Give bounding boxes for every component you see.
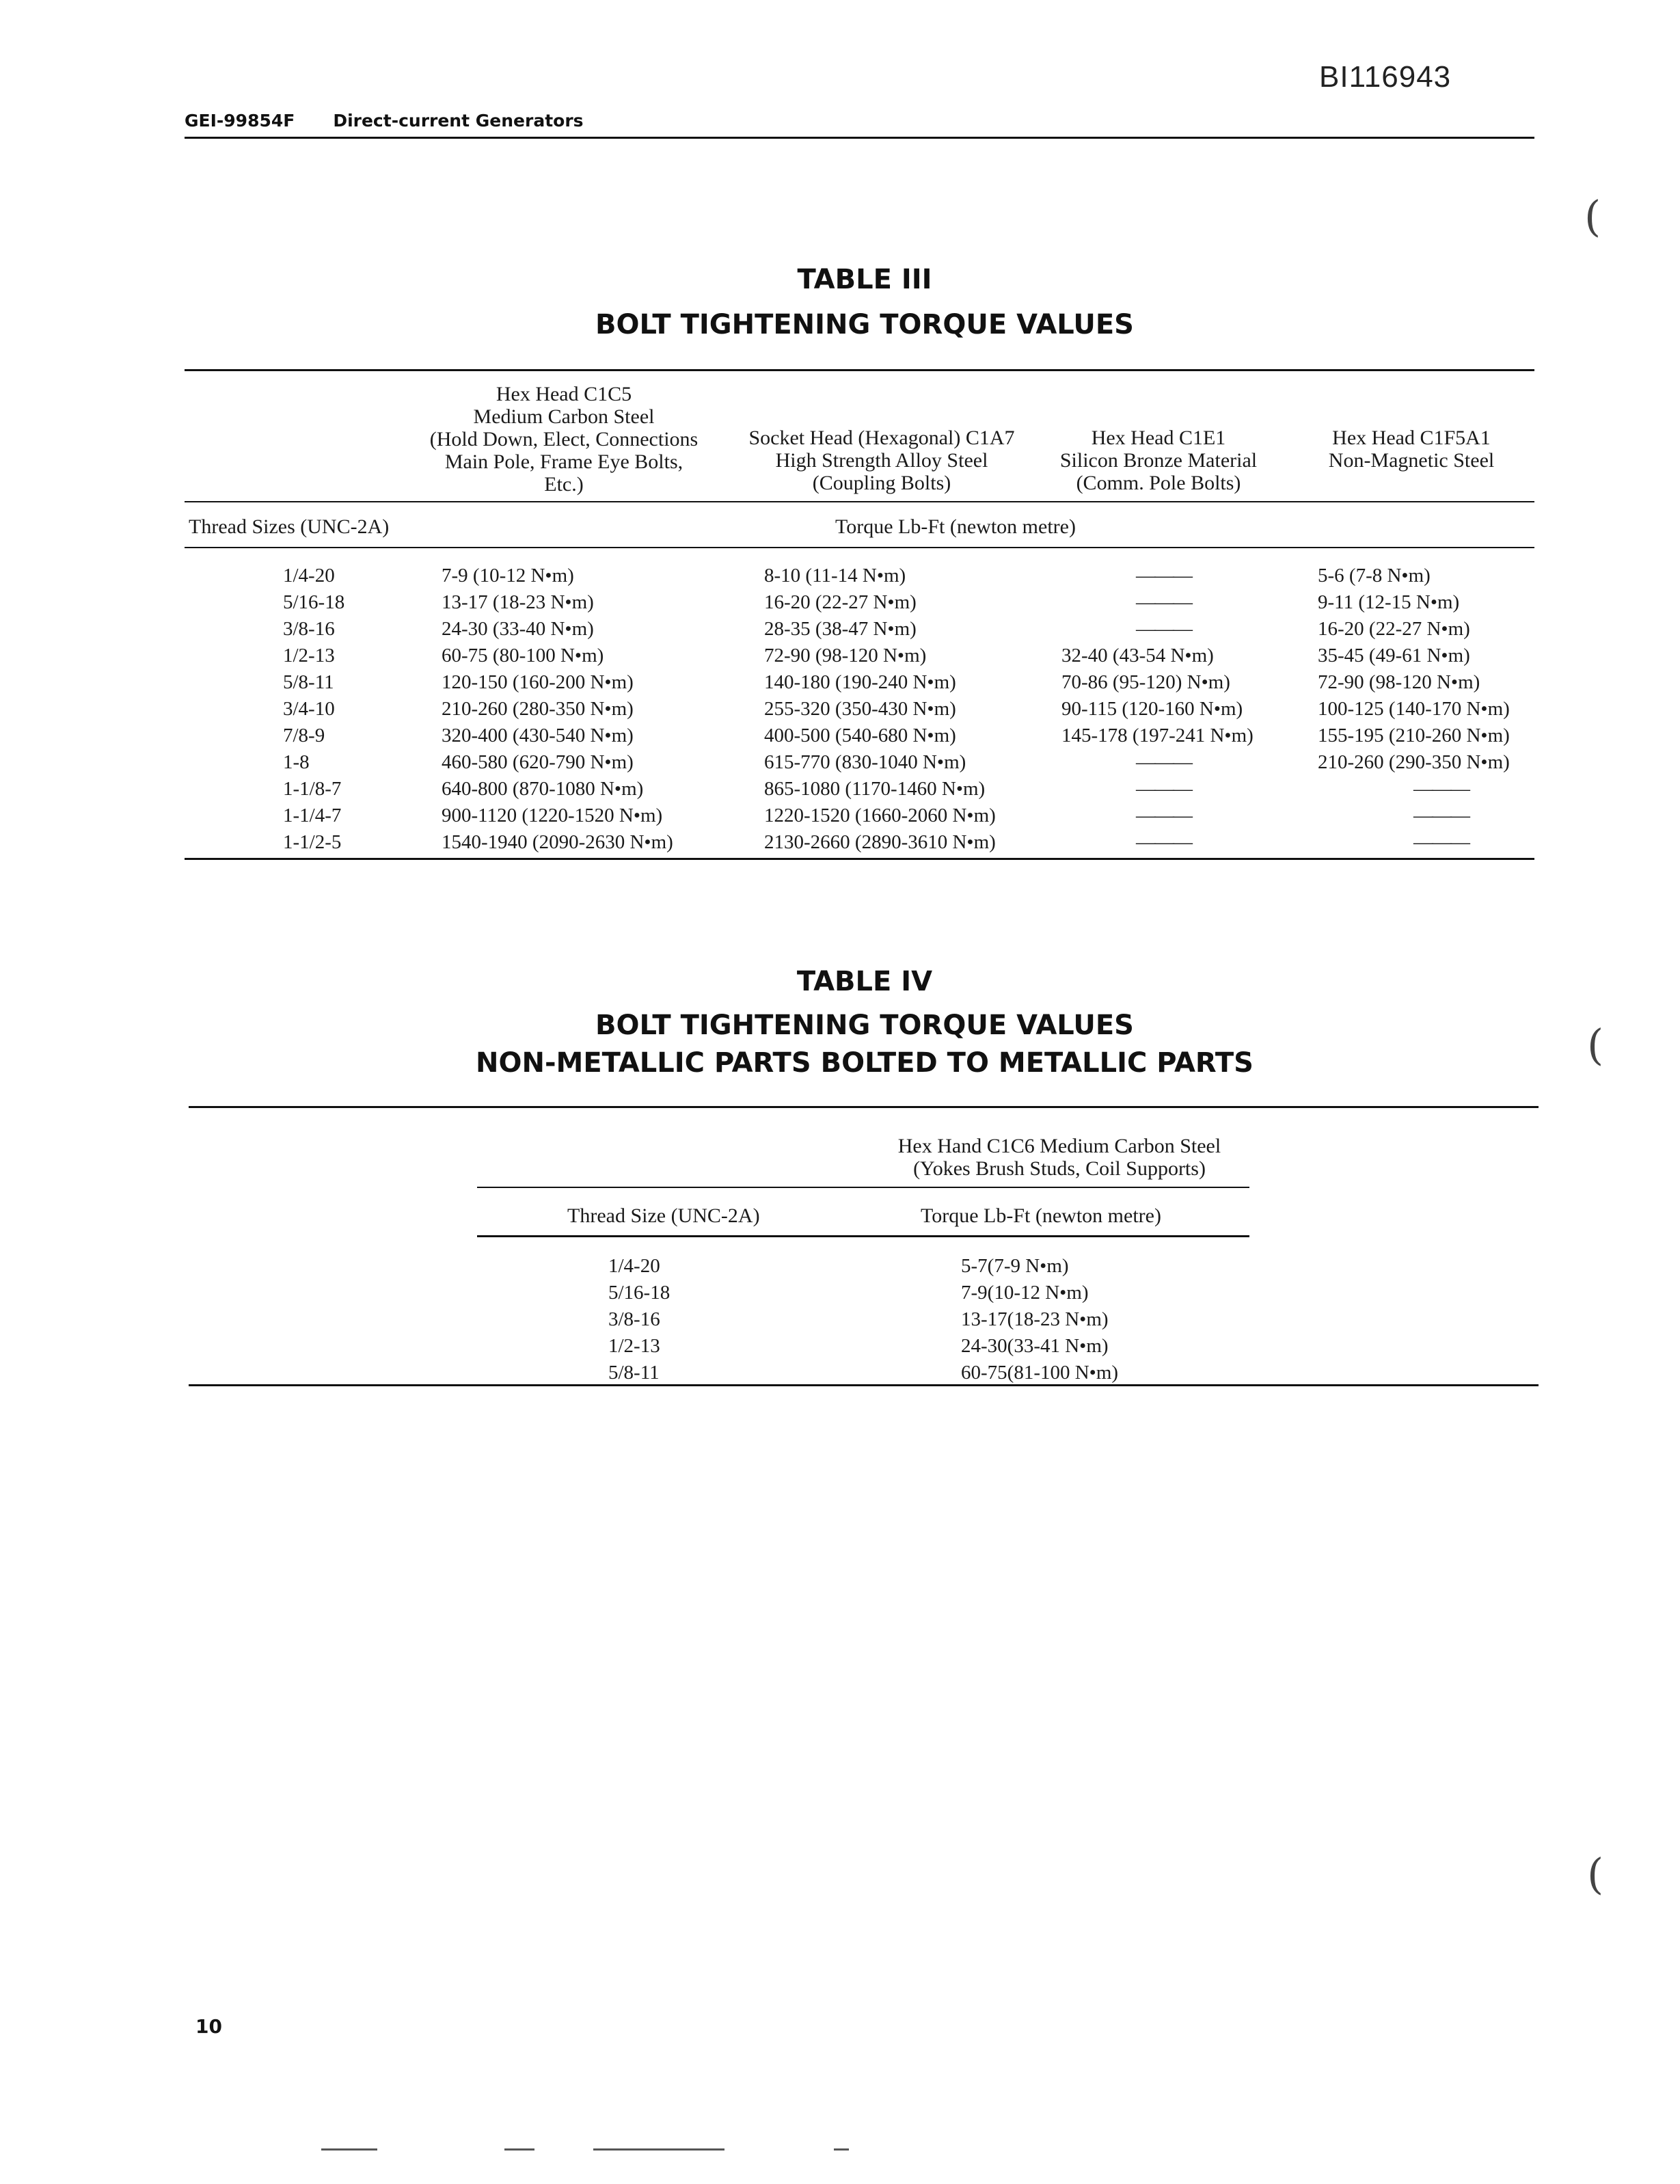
column-header-line: High Strength Alloy Steel [775,449,988,472]
table-4-title: BOLT TIGHTENING TORQUE VALUES [595,1010,1134,1041]
torque-cell-c1a7: 28-35 (38-47 N•m) [764,618,917,640]
thread-size-cell: 1-1/8-7 [283,778,342,800]
column-header-line: (Yokes Brush Studs, Coil Supports) [913,1157,1206,1180]
column-header-line: Medium Carbon Steel [473,405,655,428]
column-header-line: (Coupling Bolts) [812,472,951,494]
thread-size-cell: 5/16-18 [283,591,345,613]
empty-value-dash: ——— [1136,805,1191,826]
torque-cell-c1a7: 255-320 (350-430 N•m) [764,698,956,720]
table-3-mid-rule [185,501,1534,502]
thread-size-cell: 5/8-11 [283,671,334,693]
torque-cell-c1c5: 120-150 (160-200 N•m) [442,671,634,693]
column-header-socket-c1a7 [728,427,1035,494]
torque-cell-c1f5a1: 5-6 (7-8 N•m) [1318,565,1431,587]
document-id: BI116943 [1319,60,1452,94]
torque-cell-c1a7: 140-180 (190-240 N•m) [764,671,956,693]
torque-cell-c1c5: 640-800 (870-1080 N•m) [442,778,644,800]
column-header-line: Etc.) [544,473,584,496]
table-3-top-rule [185,369,1534,371]
torque-cell-c1a7: 72-90 (98-120 N•m) [764,645,927,666]
thread-size-cell: 1-1/4-7 [283,805,342,826]
thread-size-cell: 7/8-9 [283,725,325,746]
empty-value-dash: ——— [1136,565,1191,587]
torque-cell-c1c5: 460-580 (620-790 N•m) [442,751,634,773]
table-4-mid-rule [477,1187,1249,1188]
binding-mark: ( [1587,1849,1604,1899]
header-rule [185,137,1534,139]
empty-value-dash: ——— [1136,831,1191,853]
table-4-subheader-rule [477,1235,1249,1237]
thread-size-cell: 1-1/2-5 [283,831,342,853]
torque-cell-c1e1: 145-178 (197-241 N•m) [1061,725,1254,746]
column-header-line: Hex Head C1C5 [496,383,632,405]
torque-cell-c1f5a1: 210-260 (290-350 N•m) [1318,751,1510,773]
column-header-hex-c1c5 [403,383,724,496]
table-4-subtitle: NON-METALLIC PARTS BOLTED TO METALLIC PARTS [475,1047,1254,1079]
torque-cell-c1c6: 24-30(33-41 N•m) [961,1335,1109,1357]
column-header-line: Hex Hand C1C6 Medium Carbon Steel [897,1135,1221,1157]
thread-size-label: Thread Size (UNC-2A) [567,1204,760,1227]
scan-artifact [834,2148,849,2151]
column-header-line: (Hold Down, Elect, Connections [429,428,699,450]
torque-cell-c1a7: 16-20 (22-27 N•m) [764,591,917,613]
torque-cell-c1c5: 60-75 (80-100 N•m) [442,645,604,666]
table-4-label: TABLE IV [796,966,933,997]
thread-size-cell: 1-8 [283,751,310,773]
torque-units-label: Torque Lb-Ft (newton metre) [921,1204,1161,1227]
thread-size-cell: 5/8-11 [608,1362,660,1384]
scan-artifact [321,2148,377,2151]
torque-cell-c1c5: 13-17 (18-23 N•m) [442,591,594,613]
table-4-top-rule [189,1106,1539,1108]
column-header-line: Hex Head C1E1 [1091,427,1226,449]
column-header-line: Hex Head C1F5A1 [1332,427,1491,449]
empty-value-dash: ——— [1413,778,1469,800]
thread-size-cell: 1/2-13 [283,645,335,666]
thread-size-cell: 3/4-10 [283,698,335,720]
torque-cell-c1f5a1: 100-125 (140-170 N•m) [1318,698,1510,720]
column-header-line: Main Pole, Frame Eye Bolts, [444,450,683,473]
torque-cell-c1e1: 90-115 (120-160 N•m) [1061,698,1243,720]
binding-mark: ( [1584,191,1601,241]
table-3-subheader-rule [185,547,1534,548]
empty-value-dash: ——— [1136,778,1191,800]
torque-cell-c1c6: 7-9(10-12 N•m) [961,1282,1089,1304]
torque-cell-c1f5a1: 9-11 (12-15 N•m) [1318,591,1460,613]
thread-size-cell: 5/16-18 [608,1282,670,1304]
column-header-line: Socket Head (Hexagonal) C1A7 [748,427,1015,449]
empty-value-dash: ——— [1413,831,1469,853]
torque-cell-c1a7: 8-10 (11-14 N•m) [764,565,906,587]
column-header-hex-c1f5a1 [1299,427,1524,472]
scan-artifact [593,2148,724,2151]
empty-value-dash: ——— [1136,618,1191,640]
table-3-title: BOLT TIGHTENING TORQUE VALUES [595,309,1134,340]
torque-cell-c1c5: 24-30 (33-40 N•m) [442,618,594,640]
torque-cell-c1c6: 13-17(18-23 N•m) [961,1308,1109,1330]
torque-units-label: Torque Lb-Ft (newton metre) [835,515,1076,538]
binding-mark: ( [1587,1020,1604,1070]
table-3-bottom-rule [185,858,1534,860]
thread-size-cell: 1/4-20 [608,1255,660,1277]
torque-cell-c1c6: 5-7(7-9 N•m) [961,1255,1069,1277]
torque-cell-c1c5: 210-260 (280-350 N•m) [442,698,634,720]
torque-cell-c1e1: 70-86 (95-120) N•m) [1061,671,1230,693]
thread-size-cell: 1/2-13 [608,1335,660,1357]
torque-cell-c1a7: 865-1080 (1170-1460 N•m) [764,778,986,800]
torque-cell-c1f5a1: 72-90 (98-120 N•m) [1318,671,1480,693]
torque-cell-c1c5: 7-9 (10-12 N•m) [442,565,574,587]
thread-size-label: Thread Sizes (UNC-2A) [189,515,390,538]
torque-cell-c1c5: 1540-1940 (2090-2630 N•m) [442,831,673,853]
empty-value-dash: ——— [1413,805,1469,826]
thread-size-cell: 1/4-20 [283,565,335,587]
torque-cell-c1c5: 900-1120 (1220-1520 N•m) [442,805,663,826]
running-header [185,111,584,131]
torque-cell-c1a7: 1220-1520 (1660-2060 N•m) [764,805,996,826]
torque-cell-c1f5a1: 155-195 (210-260 N•m) [1318,725,1510,746]
torque-cell-c1f5a1: 35-45 (49-61 N•m) [1318,645,1470,666]
thread-size-cell: 3/8-16 [283,618,335,640]
table-3-label: TABLE III [797,264,932,295]
torque-cell-c1e1: 32-40 (43-54 N•m) [1061,645,1214,666]
column-header-hex-c1c6 [854,1135,1264,1180]
torque-cell-c1a7: 615-770 (830-1040 N•m) [764,751,966,773]
torque-cell-c1c5: 320-400 (430-540 N•m) [442,725,634,746]
thread-size-cell: 3/8-16 [608,1308,660,1330]
empty-value-dash: ——— [1136,751,1191,773]
page-number: 10 [195,2015,222,2038]
column-header-line: Silicon Bronze Material [1059,449,1258,472]
column-header-line: Non-Magnetic Steel [1328,449,1495,472]
torque-cell-c1a7: 2130-2660 (2890-3610 N•m) [764,831,996,853]
torque-cell-c1c6: 60-75(81-100 N•m) [961,1362,1119,1384]
document-title: Direct-current Generators [333,111,584,131]
torque-cell-c1f5a1: 16-20 (22-27 N•m) [1318,618,1470,640]
column-header-hex-c1e1 [1039,427,1278,494]
scan-artifact [504,2148,534,2151]
table-4-bottom-rule [189,1384,1539,1386]
torque-cell-c1a7: 400-500 (540-680 N•m) [764,725,956,746]
empty-value-dash: ——— [1136,591,1191,613]
column-header-line: (Comm. Pole Bolts) [1076,472,1241,494]
document-code: GEI-99854F [185,111,295,131]
